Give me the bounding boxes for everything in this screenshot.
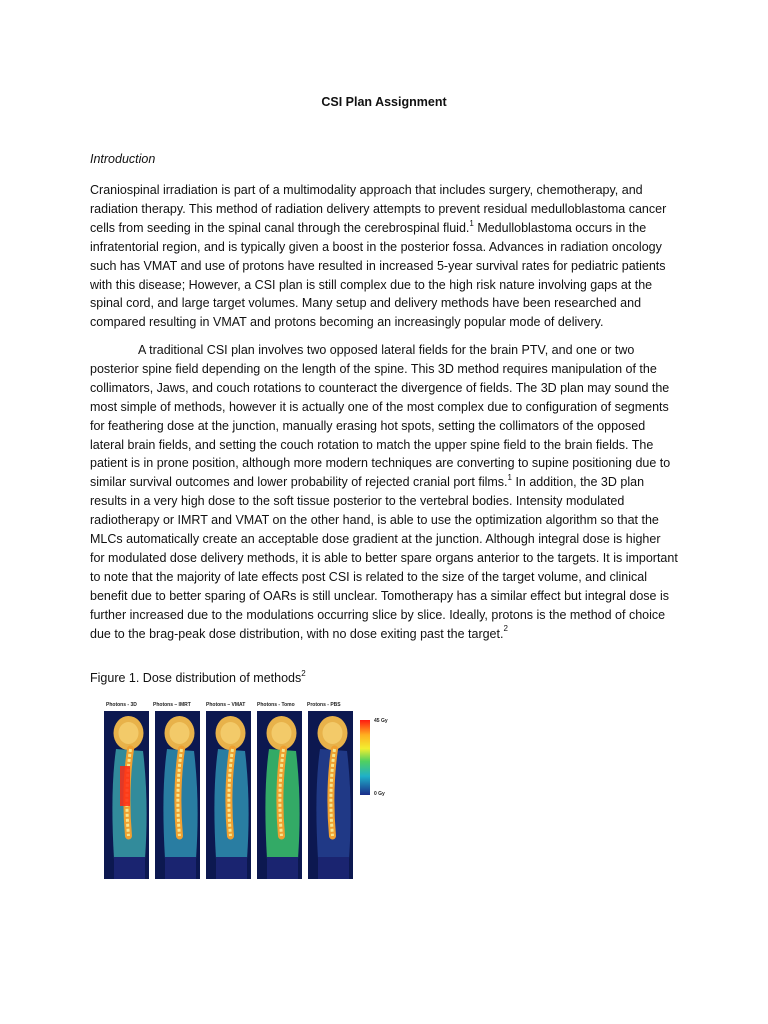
legs-region — [216, 857, 247, 879]
dose-colorbar — [360, 720, 370, 795]
panel-label-vmat: Photons – VMAT — [206, 702, 246, 708]
dose-panel-imrt — [155, 711, 200, 879]
paragraph-1 — [90, 181, 678, 332]
brain-core — [272, 722, 292, 744]
brain-core — [323, 722, 343, 744]
dose-distribution-figure — [102, 702, 394, 880]
dose-panel-tomo — [257, 711, 302, 879]
spine-dose-band — [280, 749, 284, 836]
citation-ref: 2 — [301, 668, 306, 678]
paragraph-2 — [90, 341, 678, 644]
paragraph-1-text-b: Medulloblastoma occurs in the infratentorial region, and is typically given a boost in the posterior fossa. Advances in radiation oncology such has VMAT and use of protons have resulted in increased 5-year survival rates for pediatric patients with this disease; However, a CSI plan is still complex due to the high risk nature involving gaps at the spinal cord, and large target volumes. Many setup and delivery methods have been researched and compared resulting in VMAT and protons becoming an increasingly popular mode of delivery. — [90, 220, 666, 330]
figure-caption — [90, 668, 306, 685]
legs-region — [318, 857, 349, 879]
panel-label-tomo: Photons - Tomo — [257, 702, 295, 708]
dose-panel-vmat — [206, 711, 251, 879]
legs-region — [114, 857, 145, 879]
section-heading-introduction: Introduction — [90, 152, 156, 166]
paragraph-1-text-a: Craniospinal irradiation is part of a multimodality approach that includes surgery, chemotherapy, and radiation therapy. This method of radiation delivery attempts to prevent residual medulloblastoma cancer cells from seeding in the spinal canal through the cerebrospinal fluid. — [90, 183, 667, 235]
legend-max-label: 45 Gy — [374, 718, 388, 724]
panel-label-imrt: Photons – IMRT — [153, 702, 191, 708]
citation-ref: 1 — [507, 473, 512, 483]
panel-label-3d: Photons - 3D — [106, 702, 137, 708]
legs-region — [267, 857, 298, 879]
spine-dose-band — [178, 749, 182, 836]
spine-dose-band — [229, 749, 233, 836]
paragraph-2-text-b: In addition, the 3D plan results in a very high dose to the soft tissue posterior to the vertebral bodies. Intensity modulated radiotherapy or IMRT and VMAT on the other hand, is able to use the optimization algorithm so that the MLCs automatically create an acceptable dose gradient at the junction. Although integral dose is higher for modulated dose delivery methods, it is able to better spare organs anterior to the targets. It is important to note that the majority of late effects post CSI is related to the size of the target volume, and clinical benefit due to better sparing of OARs is still unclear. Tomotherapy has a similar effect but integral dose is further increased due to the modulations occurring slice by slice. Ideally, protons is the method of choice due to the brag-peak dose distribution, with no dose exiting past the target. — [90, 475, 678, 641]
document-title: CSI Plan Assignment — [321, 95, 447, 109]
panel-label-pbs: Protons - PBS — [307, 702, 341, 708]
brain-core — [119, 722, 139, 744]
dose-panel-pbs — [308, 711, 353, 879]
hotspot-region — [120, 766, 130, 806]
figure-caption-text: Figure 1. Dose distribution of methods — [90, 671, 302, 685]
brain-core — [221, 722, 241, 744]
legs-region — [165, 857, 196, 879]
dose-panel-3d — [104, 711, 149, 879]
citation-ref: 2 — [503, 624, 508, 634]
brain-core — [170, 722, 190, 744]
legend-min-label: 0 Gy — [374, 791, 385, 797]
dose-maps-image — [102, 702, 394, 880]
citation-ref: 1 — [469, 218, 474, 228]
paragraph-2-text-a: A traditional CSI plan involves two opposed lateral fields for the brain PTV, and one or two posterior spine field depending on the length of the spine. This 3D method requires manipulation of the collimators, Jaws, and couch rotations to counteract the divergence of fields. The 3D plan may sound the most simple of methods, however it is actually one of the most complex due to configuration of segments for feathering dose at the junction, manually erasing hot spots, setting the collimators of the opposed lateral brain fields, and setting the couch rotation to match the upper spine field to the brain fields. The patient is in prone position, although more modern techniques are converting to supine positioning due to similar survival outcomes and lower probability of rejected cranial port films. — [90, 343, 671, 490]
spine-dose-band — [331, 749, 335, 836]
